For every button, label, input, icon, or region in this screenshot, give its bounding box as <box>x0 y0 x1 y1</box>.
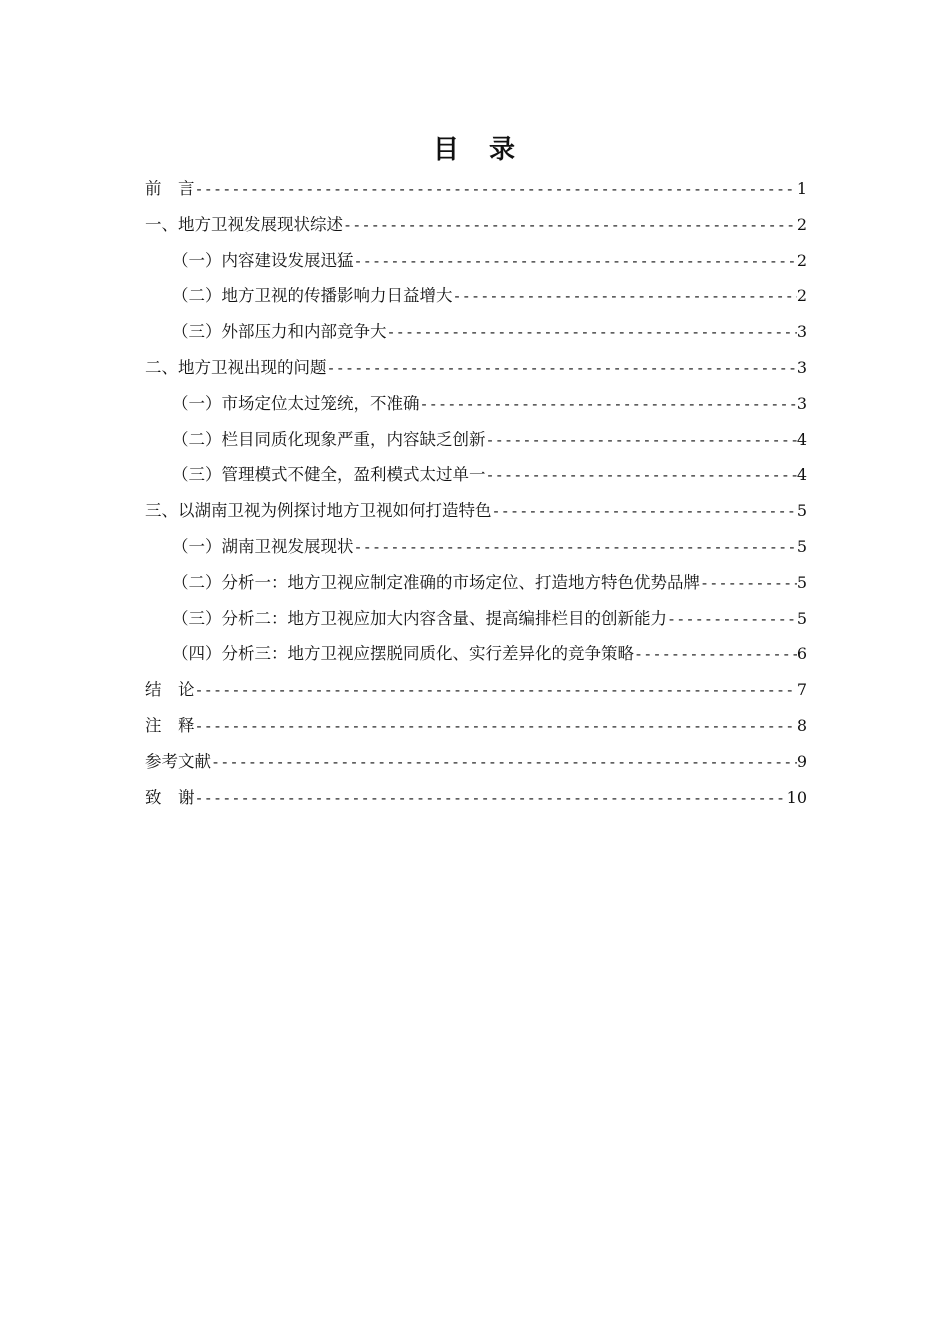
toc-entry <box>145 744 807 780</box>
toc-entry-title: 结 论 <box>145 680 195 700</box>
toc-page-number: 5 <box>796 536 807 556</box>
toc-leader-dashes <box>634 637 797 672</box>
toc-entry-title: （四）分析三：地方卫视应摆脱同质化、实行差异化的竞争策略 <box>172 644 634 664</box>
toc-entry-title: 二、地方卫视出现的问题 <box>145 357 327 377</box>
toc-page-number: 5 <box>796 572 807 592</box>
toc-leader-dashes <box>387 315 797 350</box>
toc-entry-title: 注 释 <box>145 715 195 735</box>
toc-entry <box>145 457 807 493</box>
toc-page-number: 2 <box>796 214 807 234</box>
toc-page-number: 1 <box>796 179 807 198</box>
toc-entry-title: （三）分析二：地方卫视应加大内容含量、提高编排栏目的创新能力 <box>172 608 667 628</box>
toc-page-number: 7 <box>796 680 807 700</box>
toc-entry-title: 前 言 <box>145 179 195 198</box>
toc-leader-dashes <box>195 673 797 708</box>
toc-entry <box>145 780 807 816</box>
toc-entry <box>145 207 807 243</box>
toc-page-number: 5 <box>796 501 807 521</box>
toc-leader-dashes <box>211 745 797 780</box>
toc-leader-dashes <box>667 602 797 637</box>
toc-page-number: 9 <box>796 751 807 771</box>
toc-page-number: 2 <box>796 250 807 270</box>
toc-title: 目 录 <box>432 135 517 165</box>
toc-entry <box>145 243 807 279</box>
toc-page-number: 3 <box>796 357 807 377</box>
toc-leader-dashes <box>195 781 787 816</box>
toc-page-number: 2 <box>796 286 807 306</box>
toc-entry <box>145 422 807 458</box>
toc-entry-title: （一）内容建设发展迅猛 <box>172 250 354 270</box>
toc-leader-dashes <box>343 208 797 243</box>
toc-entry-title: 一、地方卫视发展现状综述 <box>145 214 343 234</box>
toc-page-number: 6 <box>796 644 807 664</box>
toc-entry-title: 参考文献 <box>145 751 211 771</box>
toc-page-number: 5 <box>796 608 807 628</box>
toc-entry-title: （二）地方卫视的传播影响力日益增大 <box>172 286 453 306</box>
toc-page-number: 3 <box>796 322 807 342</box>
toc-leader-dashes <box>700 566 797 601</box>
toc-entry <box>145 672 807 708</box>
toc-leader-dashes <box>486 423 797 458</box>
toc-leader-dashes <box>195 709 797 744</box>
toc-entry <box>145 278 807 314</box>
toc-entry <box>145 386 807 422</box>
toc-entry-title: 致 谢 <box>145 787 195 807</box>
toc-leader-dashes <box>354 244 797 279</box>
toc-page-number: 4 <box>796 465 807 485</box>
toc-leader-dashes <box>420 387 797 422</box>
toc-entry-title: （一）市场定位太过笼统，不准确 <box>172 393 420 413</box>
toc-page-number: 4 <box>796 429 807 449</box>
toc-leader-dashes <box>492 494 797 529</box>
toc-entry-title: （三）外部压力和内部竞争大 <box>172 322 387 342</box>
toc-entry <box>145 493 807 529</box>
toc-entry <box>145 529 807 565</box>
toc-entry-title: （二）栏目同质化现象严重，内容缺乏创新 <box>172 429 486 449</box>
toc-entry <box>145 565 807 601</box>
toc-entry <box>145 601 807 637</box>
toc-entry-title: 三、以湖南卫视为例探讨地方卫视如何打造特色 <box>145 501 492 521</box>
toc-leader-dashes <box>453 279 797 314</box>
toc-entry <box>145 350 807 386</box>
toc-entry-title: （一）湖南卫视发展现状 <box>172 536 354 556</box>
toc-page-number: 3 <box>796 393 807 413</box>
toc-entry <box>145 171 807 207</box>
toc-entry <box>145 636 807 672</box>
table-of-contents <box>145 171 807 815</box>
toc-entry-title: （三）管理模式不健全，盈利模式太过单一 <box>172 465 486 485</box>
toc-page-number: 8 <box>796 715 807 735</box>
toc-leader-dashes <box>327 351 797 386</box>
toc-leader-dashes <box>486 458 797 493</box>
toc-entry <box>145 314 807 350</box>
toc-entry <box>145 708 807 744</box>
toc-leader-dashes <box>354 530 797 565</box>
toc-page-number: 10 <box>786 787 807 807</box>
toc-leader-dashes <box>195 172 797 207</box>
toc-entry-title: （二）分析一：地方卫视应制定准确的市场定位、打造地方特色优势品牌 <box>172 572 700 592</box>
